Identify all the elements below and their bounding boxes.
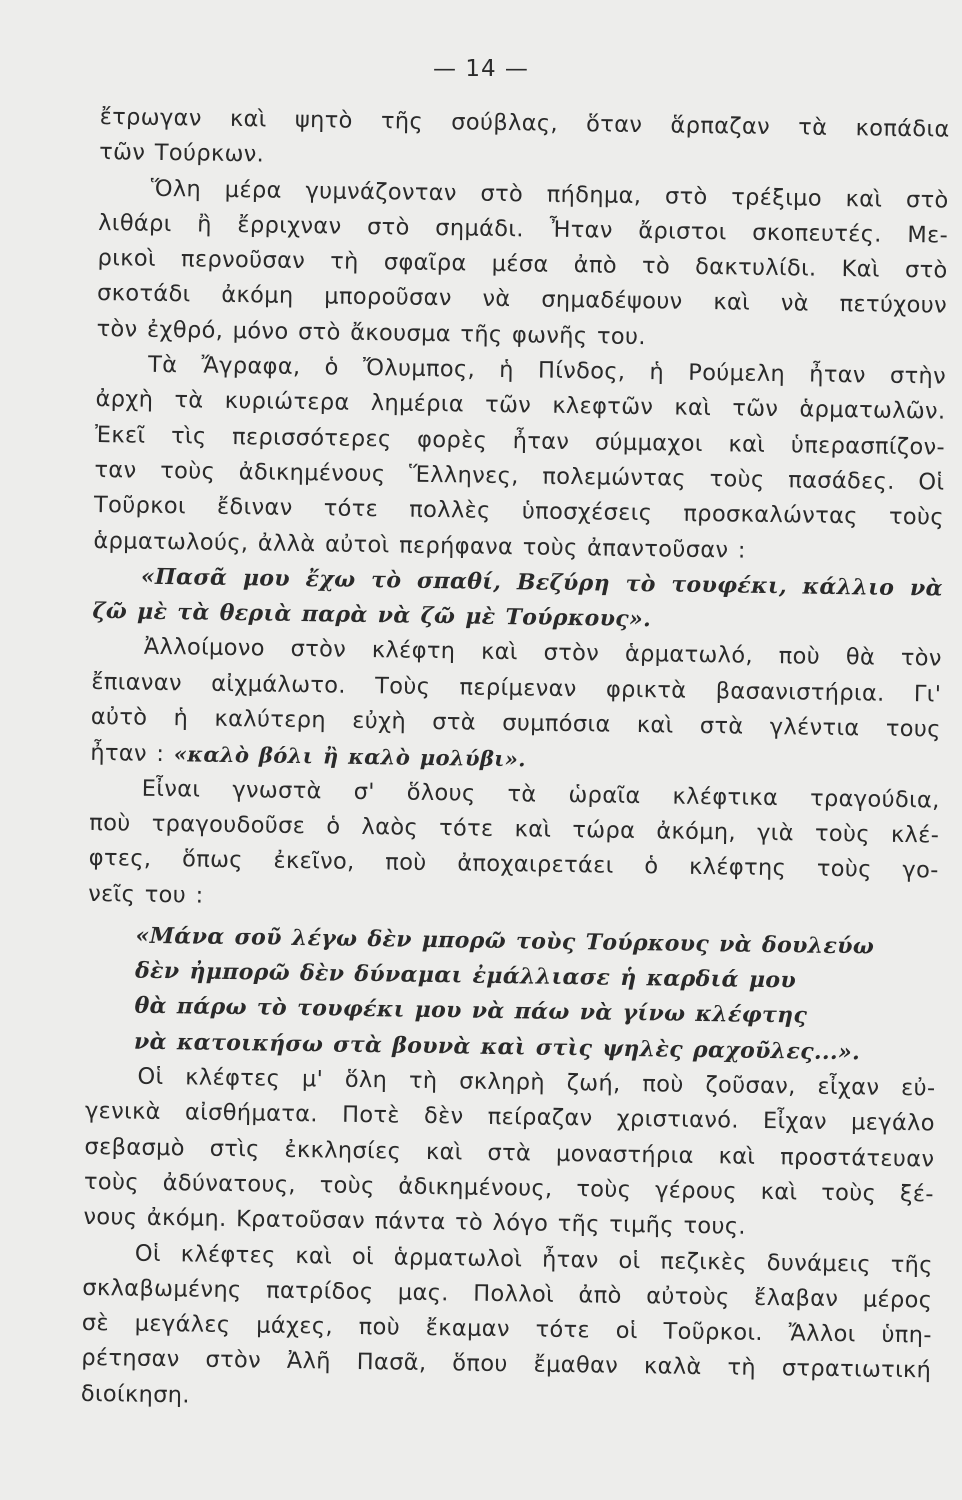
text-line: ἔτρωγαν καὶ ψητὸ τῆς σούβλας, ὅταν ἅρπαζαν τὰ κοπάδια: [99, 103, 950, 143]
text-fragment: ἦταν :: [90, 740, 165, 768]
text-line: Ἐκεῖ τὶς περισσότερες φορὲς ἦταν σύμμαχοι καὶ ὑπερασπίζον-: [94, 421, 946, 461]
song-line: νὰ κατοικήσω στὰ βουνὰ καὶ στὶς ψηλὲς ραχοῦλες...».: [133, 1028, 861, 1066]
text-line: Ἀλλοίμονο στὸν κλέφτη καὶ στὸν ἁρματωλό, ποὺ θὰ τὸν: [143, 634, 942, 673]
quote-line: ζῶ μὲ τὰ θεριὰ παρὰ νὰ ζῶ μὲ Τούρκους».: [92, 598, 652, 633]
text-line: ταν τοὺς ἀδικημένους Ἕλληνες, πολεμώντας τοὺς πασάδες. Οἱ: [94, 456, 945, 496]
song-line: «Μάνα σοῦ λέγω δὲν μπορῶ τοὺς Τούρκους νὰ δουλεύω: [135, 922, 875, 960]
text-line: τῶν Τούρκων.: [99, 139, 265, 168]
text-line: Ὅλη μέρα γυμνάζονταν στὸ πήδημα, στὸ τρέξιμο καὶ στὸ: [150, 175, 949, 214]
text-line: ἀρχὴ τὰ κυριώτερα λημέρια τῶν κλεφτῶν καὶ τῶν ἁρματωλῶν.: [95, 386, 946, 425]
text-line: διοίκηση.: [80, 1380, 191, 1409]
text-line: τοὺς ἀδύνατους, τοὺς ἀδικημένους, τοὺς γέρους καὶ τοὺς ξέ-: [83, 1168, 935, 1208]
text-line: ἁρματωλούς, ἀλλὰ αὐτοὶ περήφανα τοὺς ἀπαντοῦσαν :: [93, 527, 747, 564]
text-line: σεβασμὸ στὶς ἐκκλησίες καὶ στὰ μοναστήρια καὶ προστάτευαν: [84, 1133, 935, 1173]
text-line: νους ἀκόμη. Κρατοῦσαν πάντα τὸ λόγο τῆς τιμῆς τους.: [83, 1204, 747, 1240]
text-line: γενικὰ αἰσθήματα. Ποτὲ δὲν πείραζαν χριστιανό. Εἶχαν μεγάλο: [84, 1098, 936, 1137]
text-line: σὲ μεγάλες μάχες, ποὺ ἔκαμαν τότε οἱ Τοῦρκοι. Ἄλλοι ὑπη-: [81, 1309, 932, 1349]
text-line: σκλαβωμένης πατρίδος μας. Πολλοὶ ἀπὸ αὐτοὺς ἔλαβαν μέρος: [82, 1274, 933, 1314]
text-line: νεῖς του :: [88, 880, 204, 909]
text-line: ποὺ τραγουδοῦσε ὁ λαὸς τότε καὶ τώρα ἀκόμη, γιὰ τοὺς κλέ-: [89, 809, 940, 849]
text-line: Οἱ κλέφτες μ' ὅλη τὴ σκληρὴ ζωή, ποὺ ζοῦσαν, εἶχαν εὐ-: [137, 1063, 936, 1102]
song-line: δὲν ἠμπορῶ δὲν δύναμαι ἐμάλλιασε ἡ καρδιά μου: [134, 957, 797, 994]
text-line: Τὰ Ἄγραφα, ὁ Ὄλυμπος, ἡ Πίνδος, ἡ Ρούμελη ἦταν στὴν: [147, 351, 947, 390]
text-line: τὸν ἐχθρό, μόνο στὸ ἄκουσμα τῆς φωνῆς του.: [96, 315, 647, 350]
text-line: φτες, ὅπως ἐκεῖνο, ποὺ ἀποχαιρετάει ὁ κλέφτης τοὺς γο-: [88, 845, 939, 884]
text-line: ἔπιαναν αἰχμάλωτο. Τοὺς περίμεναν φρικτὰ βασανιστήρια. Γι': [91, 668, 942, 708]
text-line: ρικοὶ περνοῦσαν τὴ σφαῖρα μέσα ἀπὸ τὸ δακτυλίδι. Καὶ στὸ: [97, 245, 948, 284]
emphasized-quote: «καλὸ βόλι ἢ καλὸ μολύβι».: [173, 741, 527, 772]
text-line: ρέτησαν στὸν Ἀλῆ Πασᾶ, ὅπου ἔμαθαν καλὰ τὴ στρατιωτική: [81, 1345, 932, 1384]
text-line: Τοῦρκοι ἔδιναν τότε πολλὲς ὑποσχέσεις προσκαλώντας τοὺς: [93, 492, 945, 531]
text-line: Οἱ κλέφτες καὶ οἱ ἁρματωλοὶ ἦταν οἱ πεζικὲς δυνάμεις τῆς: [134, 1240, 934, 1278]
song-line: θὰ πάρω τὸ τουφέκι μου νὰ πάω νὰ γίνω κλέφτης: [134, 993, 808, 1030]
text-line: Εἶναι γνωστὰ σ' ὅλους τὰ ὡραῖα κλέφτικα τραγούδια,: [141, 775, 940, 814]
text-line: σκοτάδι ἀκόμη μποροῦσαν νὰ σημαδέψουν καὶ νὰ πετύχουν: [96, 280, 948, 320]
page-number: — 14 —: [433, 56, 529, 82]
body-text: [81, 100, 950, 1424]
text-line: λιθάρι ἢ ἔρριχναν στὸ σημάδι. Ἦταν ἄριστοι σκοπευτές. Με-: [97, 209, 949, 249]
text-line: αὐτὸ ἡ καλύτερη εὐχὴ στὰ συμπόσια καὶ στὰ γλέντια τους: [90, 703, 941, 743]
quote-line: «Πασᾶ μου ἔχω τὸ σπαθί, Βεζύρη τὸ τουφέκι, κάλλιο νὰ: [140, 563, 944, 602]
